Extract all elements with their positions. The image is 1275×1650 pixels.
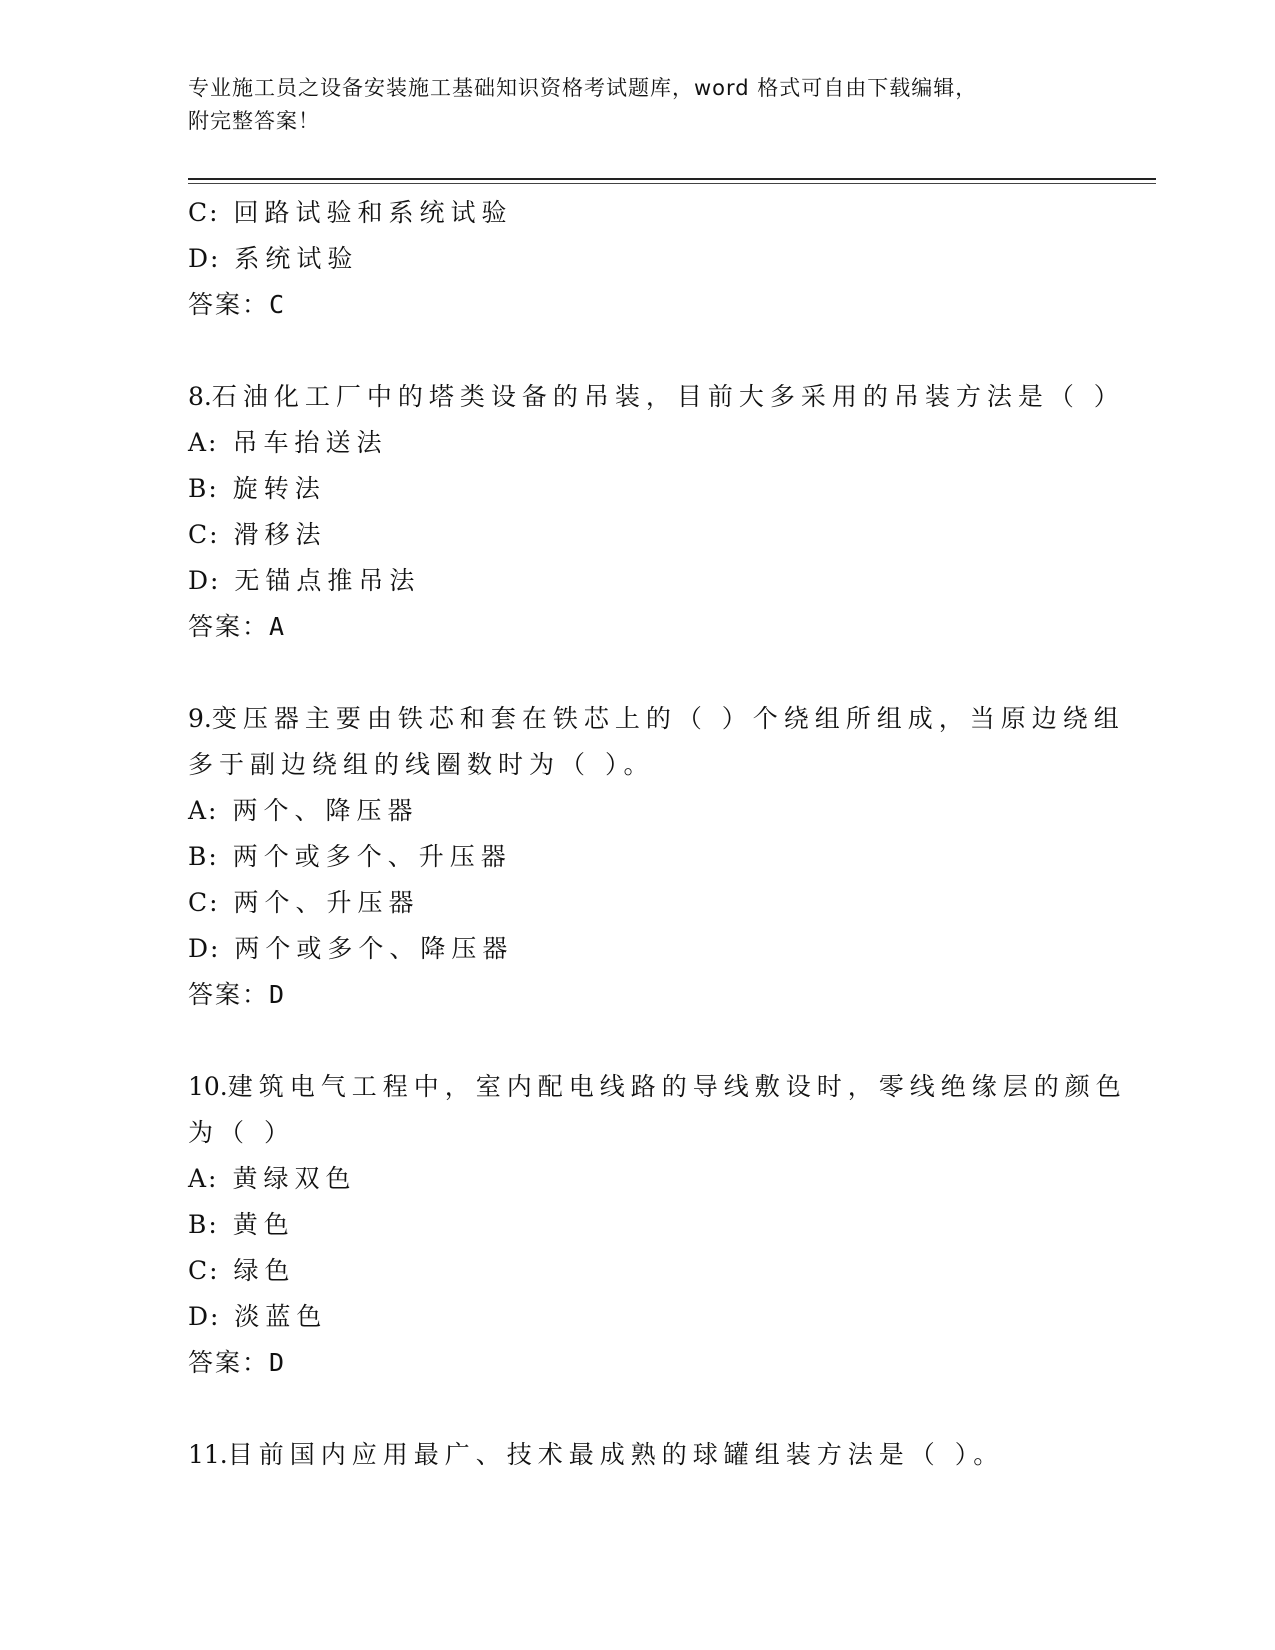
answer-line [188,1340,1088,1386]
question-block-8 [188,374,1125,650]
option-letter: C: [188,888,220,917]
option-letter: C: [188,1256,220,1285]
option-c [188,190,1088,236]
option-a [188,1156,1088,1202]
option-letter: C: [188,198,220,227]
option-text: 滑移法 [233,520,327,549]
option-a [188,420,1088,466]
question-stem-line: 目前国内应用最广、技术最成熟的球罐组装方法是（ ）。 [227,1440,1005,1469]
question-number: 8. [188,382,212,411]
question-stem [188,374,1125,420]
option-letter: A: [188,1164,219,1193]
question-block-10 [188,1064,1127,1386]
option-text: 旋转法 [232,474,326,503]
question-stem [188,1064,1127,1110]
header-divider-thin [188,183,1156,184]
option-c [188,1248,1088,1294]
option-text: 两个、升压器 [233,888,420,917]
option-text: 淡蓝色 [234,1302,328,1331]
option-d [188,236,1088,282]
question-stem-line: 为（ ） [188,1118,295,1147]
option-text: 两个或多个、升压器 [232,842,512,871]
option-letter: C: [188,520,220,549]
question-stem-continued [188,1110,1088,1156]
spacer [188,1386,1088,1432]
option-letter: D: [188,244,221,273]
question-stem-line: 多于副边绕组的线圈数时为（ ）。 [188,750,655,779]
option-d [188,558,1088,604]
option-text: 系统试验 [234,244,359,273]
header-line-2: 附完整答案！ [188,109,320,133]
answer-label: 答案： [188,980,270,1009]
question-stem [188,1432,1088,1478]
answer-label: 答案： [188,612,270,641]
option-text: 回路试验和系统试验 [233,198,513,227]
header-divider-thick [188,178,1156,180]
option-b [188,466,1088,512]
question-block-9 [188,696,1125,1018]
option-letter: D: [188,566,221,595]
answer-label: 答案： [188,290,270,319]
spacer [188,328,1088,374]
option-letter: A: [188,796,219,825]
spacer [188,1018,1088,1064]
question-stem-continued [188,742,1088,788]
question-number: 10. [188,1072,228,1101]
option-text: 黄绿双色 [232,1164,357,1193]
question-block-11 [188,1432,1088,1478]
question-stem-line: 建筑电气工程中，室内配电线路的导线敷设时，零线绝缘层的颜色 [227,1072,1127,1101]
option-letter: A: [188,428,219,457]
option-letter: B: [188,842,219,871]
question-stem-line: 石油化工厂中的塔类设备的吊装，目前大多采用的吊装方法是（ ） [211,382,1125,411]
option-text: 黄色 [232,1210,295,1239]
header-line-1: 专业施工员之设备安装施工基础知识资格考试题库，word 格式可自由下载编辑， [188,76,978,100]
option-text: 两个、降压器 [232,796,419,825]
question-number: 9. [188,704,212,733]
option-text: 吊车抬送法 [232,428,388,457]
answer-line [188,282,1088,328]
spacer [188,650,1088,696]
option-b [188,1202,1088,1248]
question-list [188,190,1127,1478]
document-header [188,72,1088,138]
option-letter: D: [188,934,221,963]
option-letter: D: [188,1302,221,1331]
answer-line [188,604,1088,650]
option-text: 两个或多个、降压器 [234,934,514,963]
option-text: 绿色 [233,1256,296,1285]
question-number: 11. [188,1440,228,1469]
option-a [188,788,1088,834]
answer-value: D [269,980,285,1009]
answer-value: D [269,1348,285,1377]
question-stem-line: 变压器主要由铁芯和套在铁芯上的（ ）个绕组所组成，当原边绕组 [211,704,1125,733]
question-block-7-continued [188,190,1088,328]
answer-value: C [269,290,285,319]
answer-value: A [269,612,285,641]
option-b [188,834,1088,880]
option-letter: B: [188,1210,219,1239]
question-stem [188,696,1125,742]
option-c [188,512,1088,558]
option-text: 无锚点推吊法 [234,566,421,595]
answer-line [188,972,1088,1018]
option-letter: B: [188,474,219,503]
option-d [188,926,1088,972]
answer-label: 答案： [188,1348,270,1377]
option-c [188,880,1088,926]
option-d [188,1294,1088,1340]
